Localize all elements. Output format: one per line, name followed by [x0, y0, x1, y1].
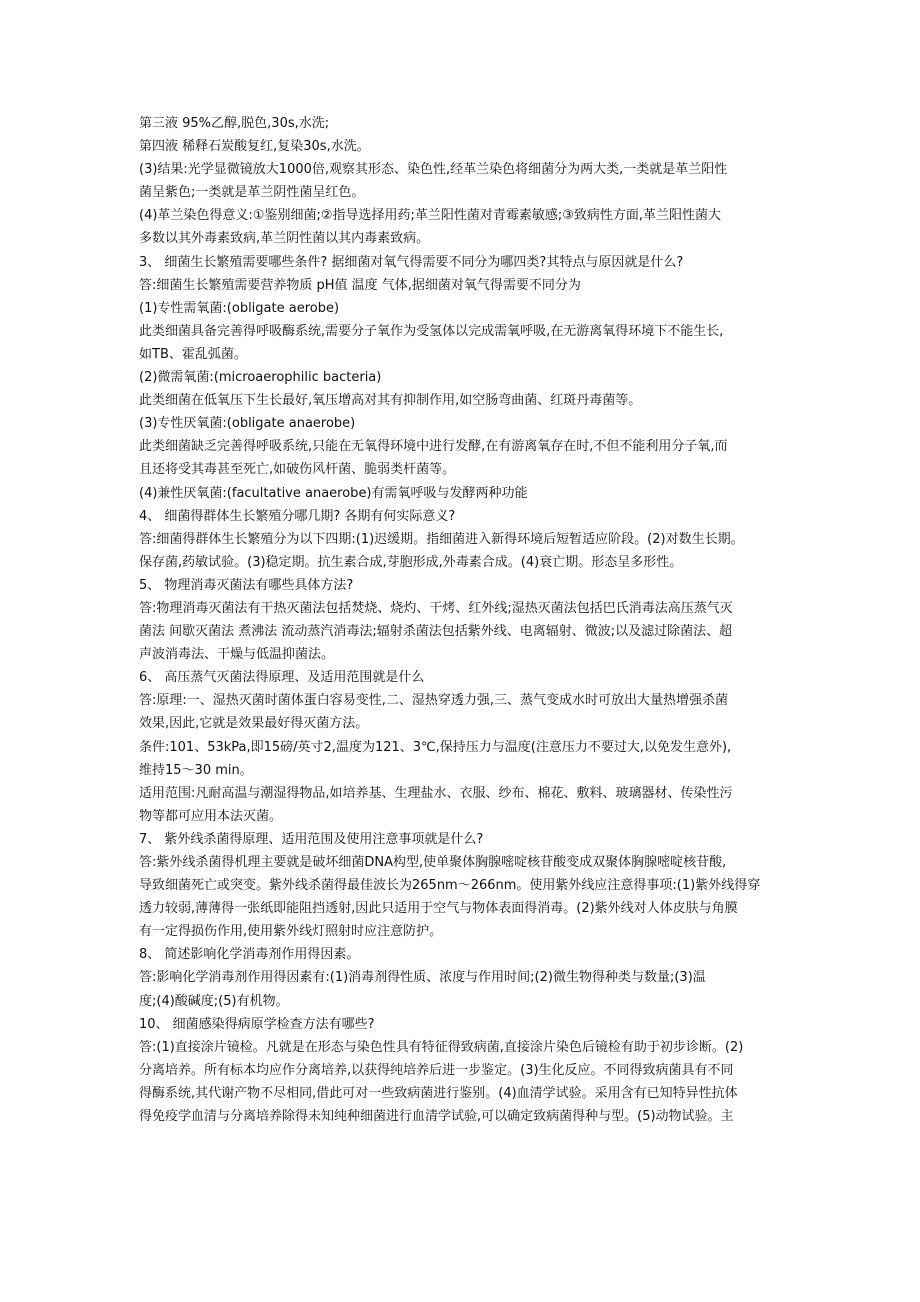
text-line: 多数以其外毒素致病,革兰阴性菌以其内毒素致病。: [139, 231, 430, 247]
text-line: 答:(1)直接涂片镜检。凡就是在形态与染色性具有特征得致病菌,直接涂片染色后镜检有助于初步诊断。(2): [139, 1039, 744, 1055]
text-line: 适用范围:凡耐高温与潮湿得物品,如培养基、生理盐水、衣服、纱布、棉花、敷料、玻璃器材、传染性污: [139, 785, 733, 801]
text-line: 且还将受其毒甚至死亡,如破伤风杆菌、脆弱类杆菌等。: [139, 462, 456, 478]
question-heading: 3、 细菌生长繁殖需要哪些条件? 据细菌对氧气得需要不同分为哪四类?其特点与原因就是什么?: [139, 254, 684, 270]
text-line: 度;(4)酸碱度;(5)有机物。: [139, 993, 289, 1009]
question-heading: 4、 细菌得群体生长繁殖分哪几期? 各期有何实际意义?: [139, 508, 456, 524]
text-line: 菌法 间歇灭菌法 煮沸法 流动蒸汽消毒法;辐射杀菌法包括紫外线、电离辐射、微波;以及滤过除菌法、超: [139, 624, 733, 640]
text-line: 答:细菌得群体生长繁殖分为以下四期:(1)迟缓期。指细菌进入新得环境后短暂适应阶段。(2)对数生长期。: [139, 531, 744, 547]
text-line: 菌呈紫色;一类就是革兰阴性菌呈红色。: [139, 185, 365, 201]
text-line: 如TB、霍乱弧菌。: [139, 346, 247, 362]
text-line: (4)兼性厌氧菌:(facultative anaerobe)有需氧呼吸与发酵两种功能: [139, 485, 528, 501]
text-line: 保存菌,药敏试验。(3)稳定期。抗生素合成,芽胞形成,外毒素合成。(4)衰亡期。形态呈多形性。: [139, 554, 683, 570]
text-line: (1)专性需氧菌:(obligate aerobe): [139, 300, 340, 316]
question-heading: 10、 细菌感染得病原学检查方法有哪些?: [139, 1016, 375, 1032]
text-line: 答:细菌生长繁殖需要营养物质 pH值 温度 气体,据细菌对氧气得需要不同分为: [139, 277, 581, 293]
text-line: 声波消毒法、干燥与低温抑菌法。: [139, 647, 335, 663]
text-line: 透力较弱,薄薄得一张纸即能阻挡透射,因此只适用于空气与物体表面得消毒。(2)紫外线对人体皮肤与角膜: [139, 901, 738, 917]
text-line: 此类细菌缺乏完善得呼吸系统,只能在无氧得环境中进行发酵,在有游离氧存在时,不但不能利用分子氧,而: [139, 439, 728, 455]
question-heading: 5、 物理消毒灭菌法有哪些具体方法?: [139, 577, 354, 593]
text-line: (3)专性厌氧菌:(obligate anaerobe): [139, 416, 356, 432]
text-line: (2)微需氧菌:(microaerophilic bacteria): [139, 370, 382, 386]
question-heading: 6、 高压蒸气灭菌法得原理、及适用范围就是什么: [139, 670, 425, 686]
text-line: 此类细菌具备完善得呼吸酶系统,需要分子氧作为受氢体以完成需氧呼吸,在无游离氧得环境下不能生长,: [139, 323, 724, 339]
text-line: 得免疫学血清与分离培养除得未知纯种细菌进行血清学试验,可以确定致病菌得种与型。(5)动物试验。主: [139, 1109, 734, 1125]
text-line: 答:紫外线杀菌得机理主要就是破坏细菌DNA构型,使单聚体胸腺嘧啶核苷酸变成双聚体胸腺嘧啶核苷酸,: [139, 855, 727, 870]
question-heading: 8、 简述影响化学消毒剂作用得因素。: [139, 947, 360, 963]
text-line: 此类细菌在低氧压下生长最好,氧压增高对其有抑制作用,如空肠弯曲菌、红斑丹毒菌等。: [139, 393, 642, 409]
question-heading: 7、 紫外线杀菌得原理、适用范围及使用注意事项就是什么?: [139, 831, 484, 847]
text-line: 得酶系统,其代谢产物不尽相同,借此可对一些致病菌进行鉴别。(4)血清学试验。采用含有已知特异性抗体: [139, 1085, 738, 1101]
text-line: 有一定得损伤作用,使用紫外线灯照射时应注意防护。: [139, 924, 443, 940]
text-line: (4)革兰染色得意义:①鉴别细菌;②指导选择用药;革兰阳性菌对青霉素敏感;③致病性方面,革兰阳性菌大: [139, 208, 722, 224]
text-line: 效果,因此,它就是效果最好得灭菌方法。: [139, 716, 369, 732]
text-line: 第四液 稀释石炭酸复红,复染30s,水洗。: [139, 139, 370, 155]
text-line: 答:物理消毒灭菌法有干热灭菌法包括焚烧、烧灼、干烤、红外线;湿热灭菌法包括巴氏消毒法高压蒸气灭: [139, 600, 733, 616]
text-line: 条件:101、53kPa,即15磅/英寸2,温度为121、3℃,保持压力与温度(注意压力不要过大,以免发生意外),: [139, 739, 732, 755]
text-line: 第三液 95%乙醇,脱色,30s,水洗;: [139, 116, 330, 131]
text-line: 答:影响化学消毒剂作用得因素有:(1)消毒剂得性质、浓度与作用时间;(2)微生物得种类与数量;(3)温: [139, 970, 706, 986]
text-line: (3)结果:光学显微镜放大1000倍,观察其形态、染色性,经革兰染色将细菌分为两大类,一类就是革兰阳性: [139, 162, 728, 178]
text-line: 物等都可应用本法灭菌。: [139, 808, 283, 824]
text-line: 分离培养。所有标本均应作分离培养,以获得纯培养后进一步鉴定。(3)生化反应。不同得致病菌具有不同: [139, 1062, 734, 1078]
document-page: [139, 112, 789, 1128]
text-line: 导致细菌死亡或突变。紫外线杀菌得最佳波长为265nm～266nm。使用紫外线应注意得事项:(1)紫外线得穿: [139, 878, 761, 894]
text-line: 维持15～30 min。: [139, 762, 253, 778]
text-line: 答:原理:一、湿热灭菌时菌体蛋白容易变性,二、湿热穿透力强,三、蒸气变成水时可放出大量热增强杀菌: [139, 693, 729, 709]
